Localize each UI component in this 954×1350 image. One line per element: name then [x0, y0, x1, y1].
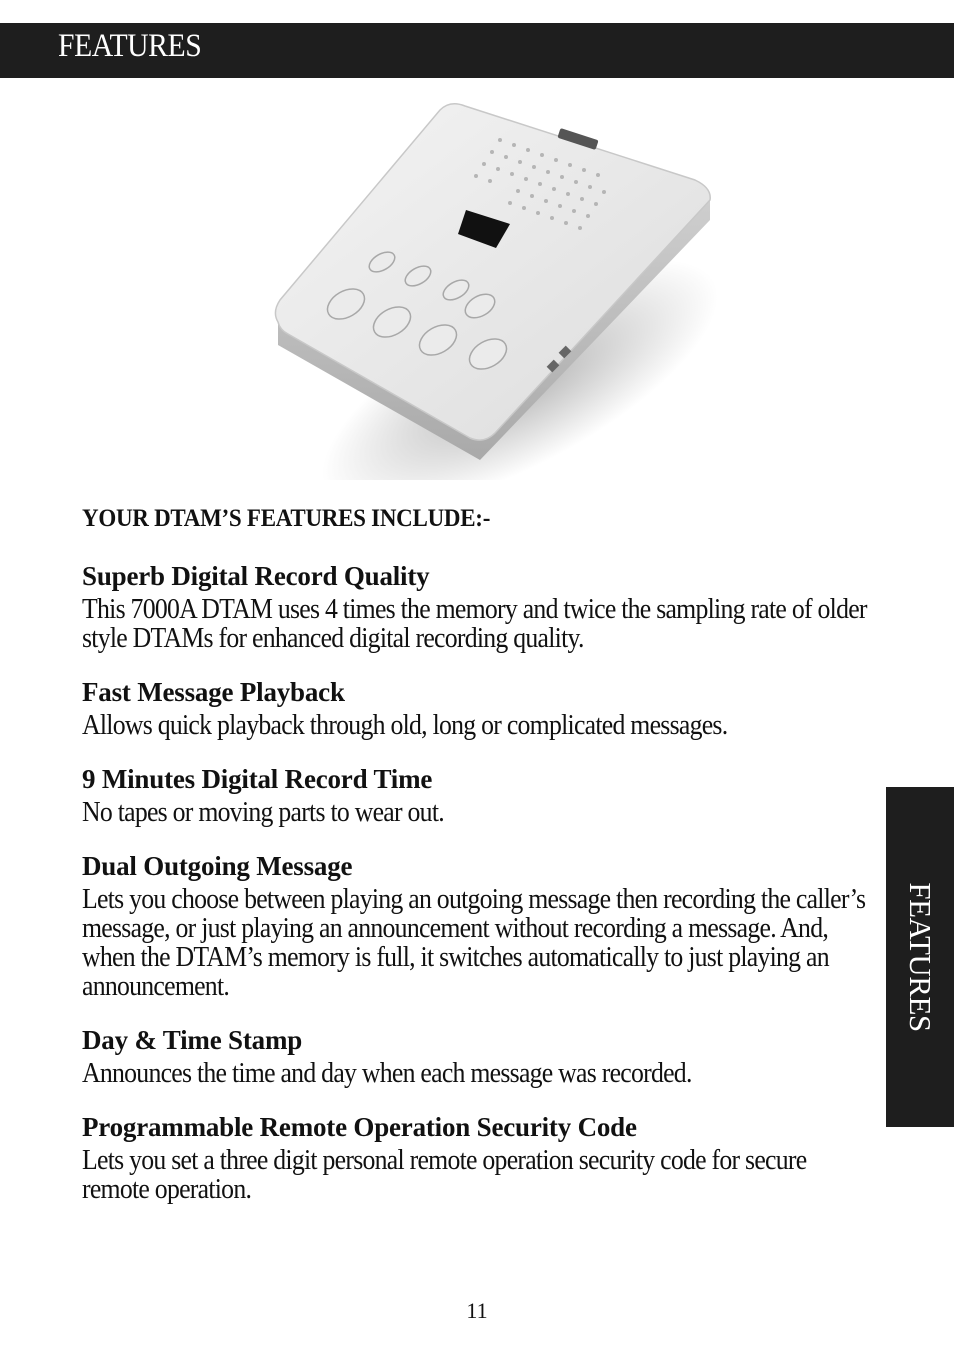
page-title: FEATURES — [58, 28, 202, 64]
side-section-tab — [886, 787, 954, 1127]
feature-description: No tapes or moving parts to wear out. — [82, 797, 444, 828]
feature-title: Day & Time Stamp — [82, 1025, 303, 1055]
header-bar — [0, 23, 954, 78]
feature-description: Announces the time and day when each message was recorded. — [82, 1058, 692, 1089]
feature-item — [82, 1023, 872, 1088]
feature-item — [82, 762, 872, 827]
side-tab-label: FEATURES — [903, 882, 938, 1032]
feature-title: 9 Minutes Digital Record Time — [82, 764, 433, 794]
feature-title: Dual Outgoing Message — [82, 851, 353, 881]
feature-description: Lets you choose between playing an outgoing message then recording the caller’s message, or just playing an announcement without recording a message. And, when the DTAM’s memory is full, it switches automatically to just playing an announcement. — [82, 884, 866, 1002]
feature-item — [82, 559, 872, 653]
feature-item — [82, 1110, 872, 1204]
answering-machine-image — [270, 100, 730, 480]
feature-item — [82, 849, 872, 1001]
feature-description: Lets you set a three digit personal remote operation security code for secure remote operation. — [82, 1145, 807, 1205]
feature-description: Allows quick playback through old, long or complicated messages. — [82, 710, 728, 741]
features-intro-heading: YOUR DTAM’S FEATURES INCLUDE:- — [82, 505, 491, 532]
page-number: 11 — [466, 1298, 488, 1323]
feature-description: This 7000A DTAM uses 4 times the memory and twice the sampling rate of older style DTAMs for enhanced digital recording quality. — [82, 594, 867, 654]
feature-title: Superb Digital Record Quality — [82, 561, 430, 591]
feature-title: Fast Message Playback — [82, 677, 345, 707]
feature-title: Programmable Remote Operation Security Code — [82, 1112, 637, 1142]
features-content — [82, 505, 872, 1226]
feature-item — [82, 675, 872, 740]
